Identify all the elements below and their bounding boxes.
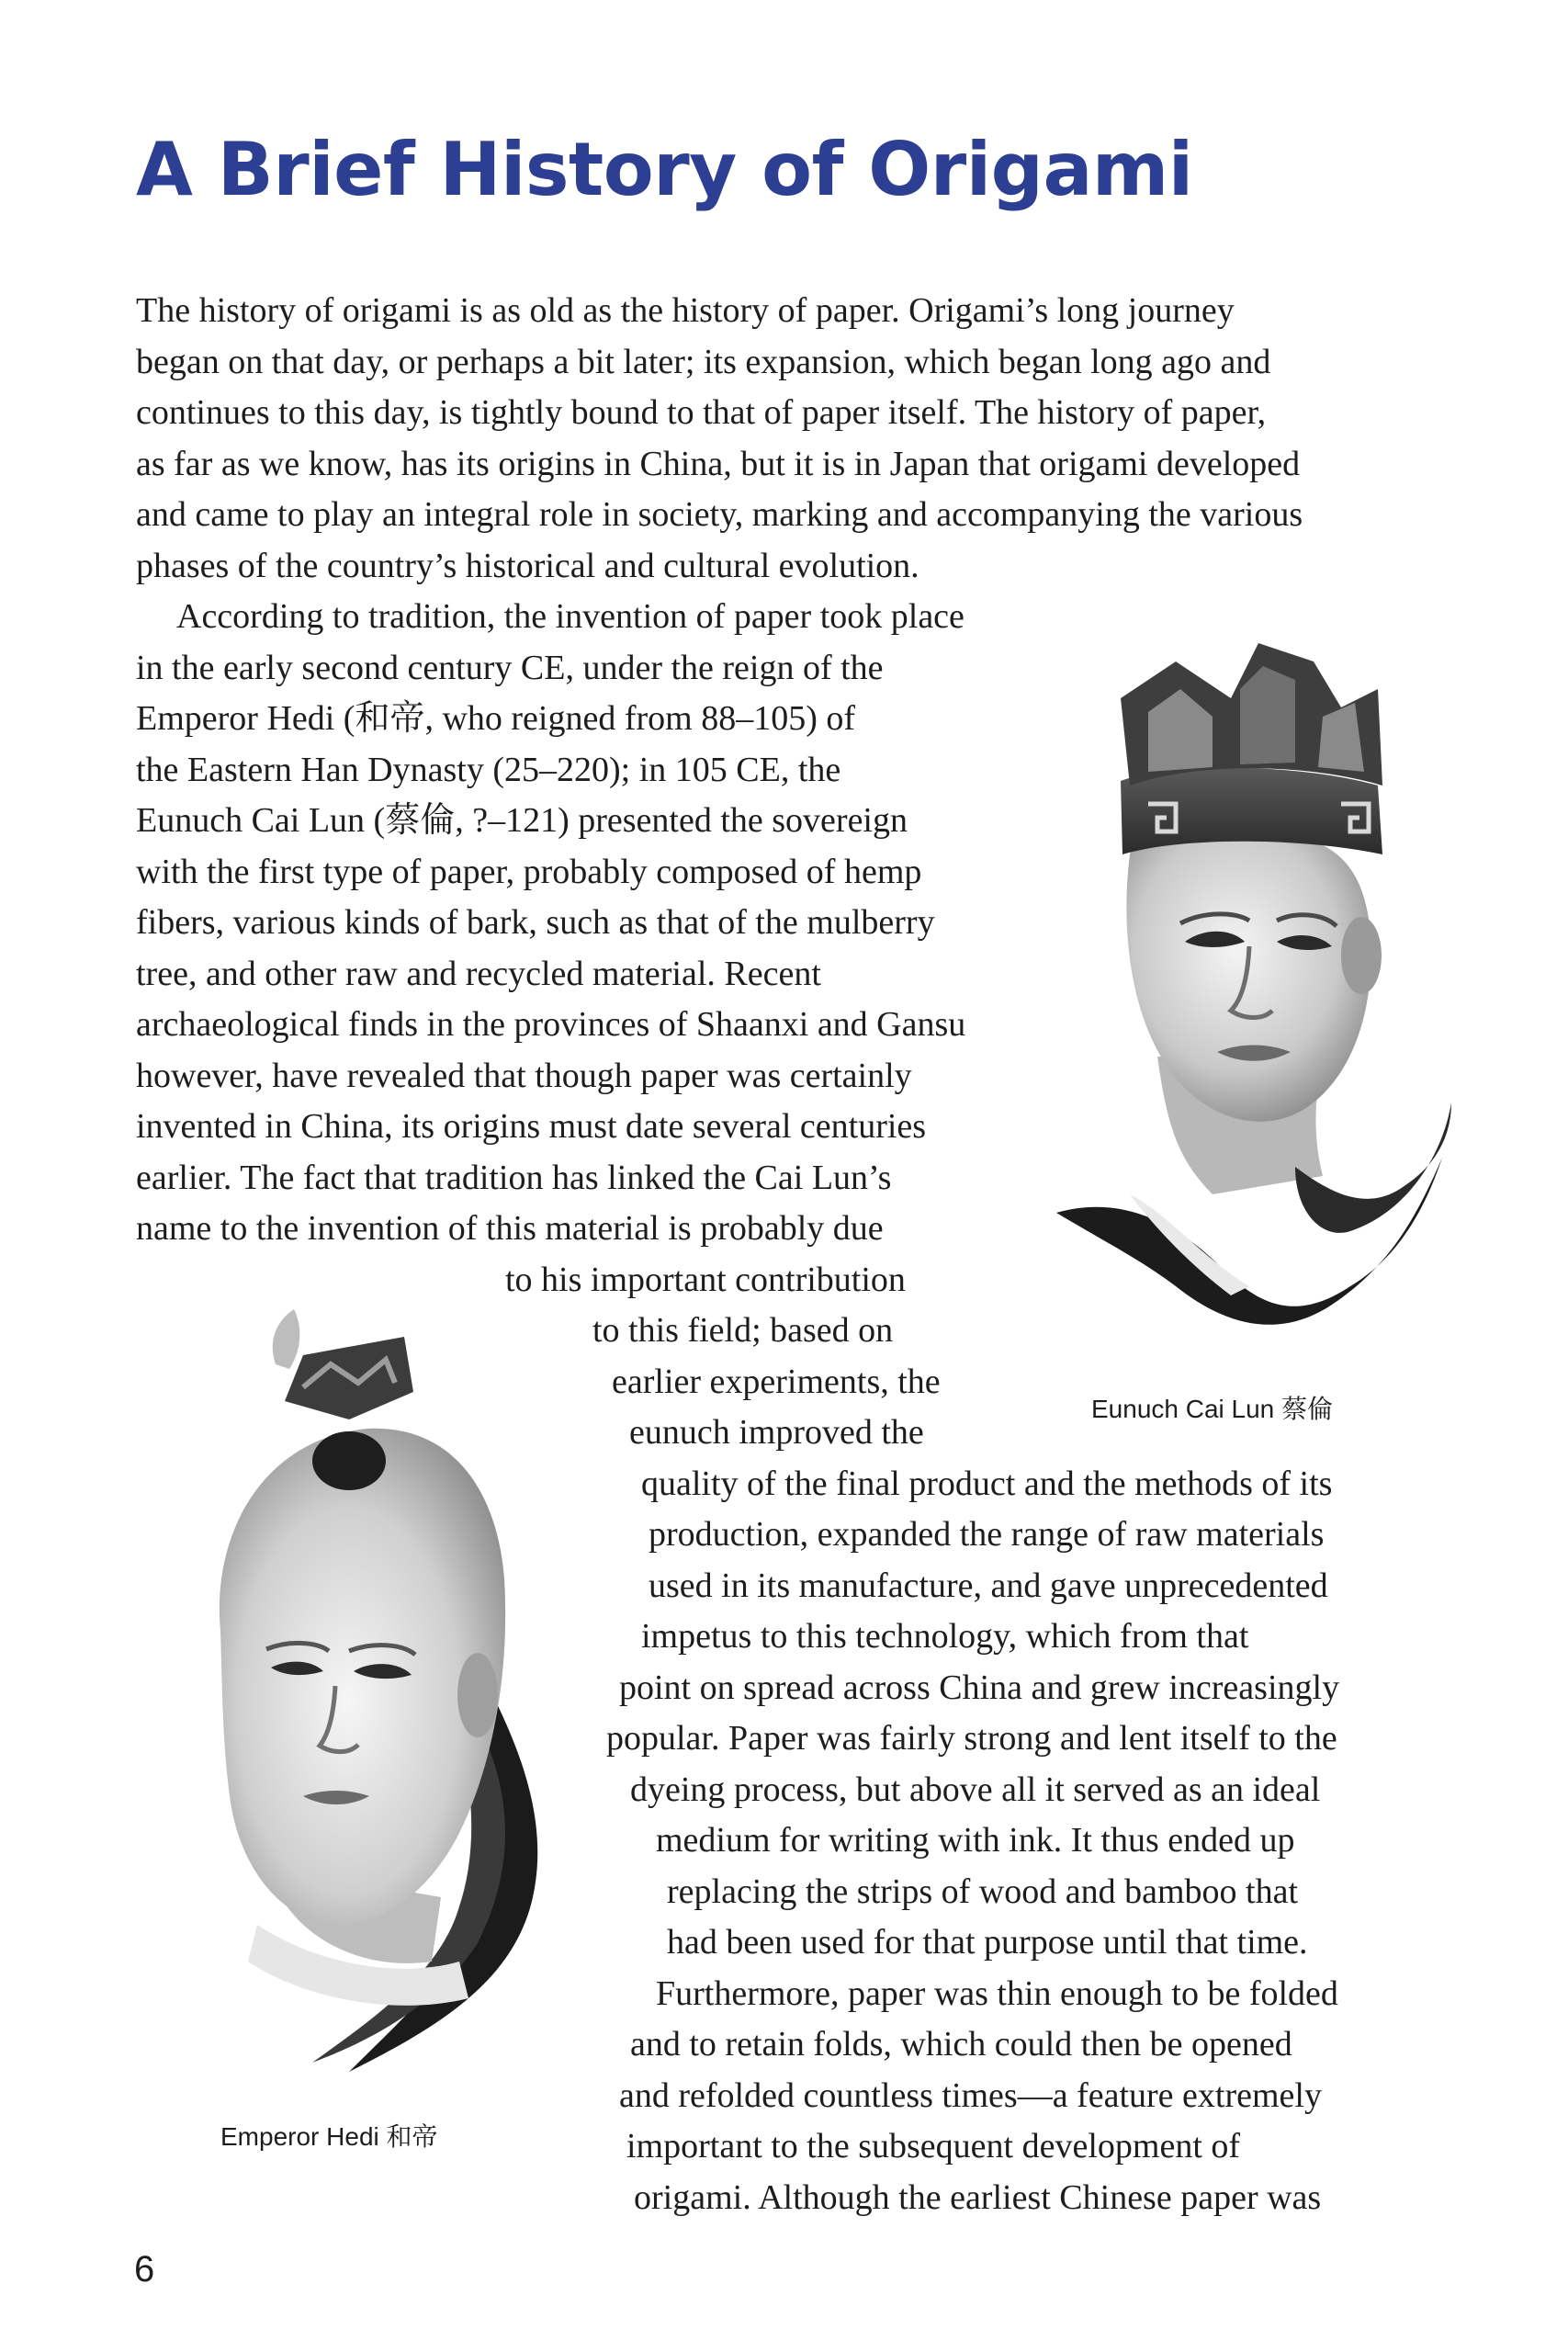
body-line: invented in China, its origins must date several centuries <box>136 1107 927 1146</box>
body-line: and came to play an integral role in society, marking and accompanying the various <box>136 495 1303 534</box>
body-line: as far as we know, has its origins in China, but it is in Japan that origami developed <box>136 445 1301 483</box>
body-line: Emperor Hedi (和帝, who reigned from 88–105) of <box>136 699 856 738</box>
body-line: continues to this day, is tightly bound to that of paper itself. The history of paper, <box>136 393 1267 432</box>
body-line: important to the subsequent development of <box>626 2127 1241 2165</box>
body-line: eunuch improved the <box>629 1413 924 1452</box>
body-line: quality of the final product and the methods of its <box>641 1464 1333 1503</box>
cai-lun-portrait <box>1020 625 1461 1341</box>
body-line: medium for writing with ink. It thus ended up <box>656 1821 1295 1860</box>
emperor-hedi-caption: Emperor Hedi 和帝 <box>220 2122 438 2151</box>
body-line: impetus to this technology, which from that <box>641 1617 1249 1656</box>
page-number: 6 <box>134 2249 155 2290</box>
body-line: Eunuch Cai Lun (蔡倫, ?–121) presented the sovereign <box>136 801 908 840</box>
emperor-hedi-portrait <box>165 1300 597 2090</box>
body-line: name to the invention of this material is probably due <box>136 1209 884 1248</box>
body-line: in the early second century CE, under the reign of the <box>136 649 884 687</box>
body-line: to this field; based on <box>592 1311 894 1350</box>
body-line: used in its manufacture, and gave unprecedented <box>649 1566 1328 1605</box>
body-line: point on spread across China and grew increasingly <box>619 1668 1340 1707</box>
body-line: and to retain folds, which could then be opened <box>630 2025 1292 2064</box>
body-line: earlier experiments, the <box>612 1363 941 1401</box>
body-line: fibers, various kinds of bark, such as that of the mulberry <box>136 903 935 942</box>
page-title: A Brief History of Origami <box>136 127 1193 212</box>
body-line: began on that day, or perhaps a bit later; its expansion, which began long ago and <box>136 343 1271 381</box>
body-line: however, have revealed that though paper was certainly <box>136 1057 912 1095</box>
body-line: earlier. The fact that tradition has linked the Cai Lun’s <box>136 1159 892 1197</box>
body-line: and refolded countless times—a feature extremely <box>619 2076 1322 2115</box>
body-line: archaeological finds in the provinces of Shaanxi and Gansu <box>136 1005 966 1044</box>
body-line: with the first type of paper, probably composed of hemp <box>136 853 922 891</box>
body-line: had been used for that purpose until that time. <box>667 1923 1308 1962</box>
body-line: production, expanded the range of raw materials <box>649 1515 1325 1554</box>
body-line: The history of origami is as old as the history of paper. Origami’s long journey <box>136 291 1235 330</box>
body-line: phases of the country’s historical and cultural evolution. <box>136 547 919 585</box>
body-line: tree, and other raw and recycled material. Recent <box>136 955 821 993</box>
body-line: replacing the strips of wood and bamboo that <box>667 1872 1299 1911</box>
body-line: the Eastern Han Dynasty (25–220); in 105 CE, the <box>136 751 841 789</box>
cai-lun-caption: Eunuch Cai Lun 蔡倫 <box>1091 1395 1334 1423</box>
body-line: dyeing process, but above all it served as an ideal <box>630 1770 1321 1809</box>
body-line: to his important contribution <box>505 1261 906 1299</box>
body-line: According to tradition, the invention of paper took place <box>176 597 964 636</box>
body-line: origami. Although the earliest Chinese paper was <box>634 2178 1322 2217</box>
body-line: popular. Paper was fairly strong and lent itself to the <box>606 1719 1337 1758</box>
body-line: Furthermore, paper was thin enough to be folded <box>656 1974 1338 2013</box>
